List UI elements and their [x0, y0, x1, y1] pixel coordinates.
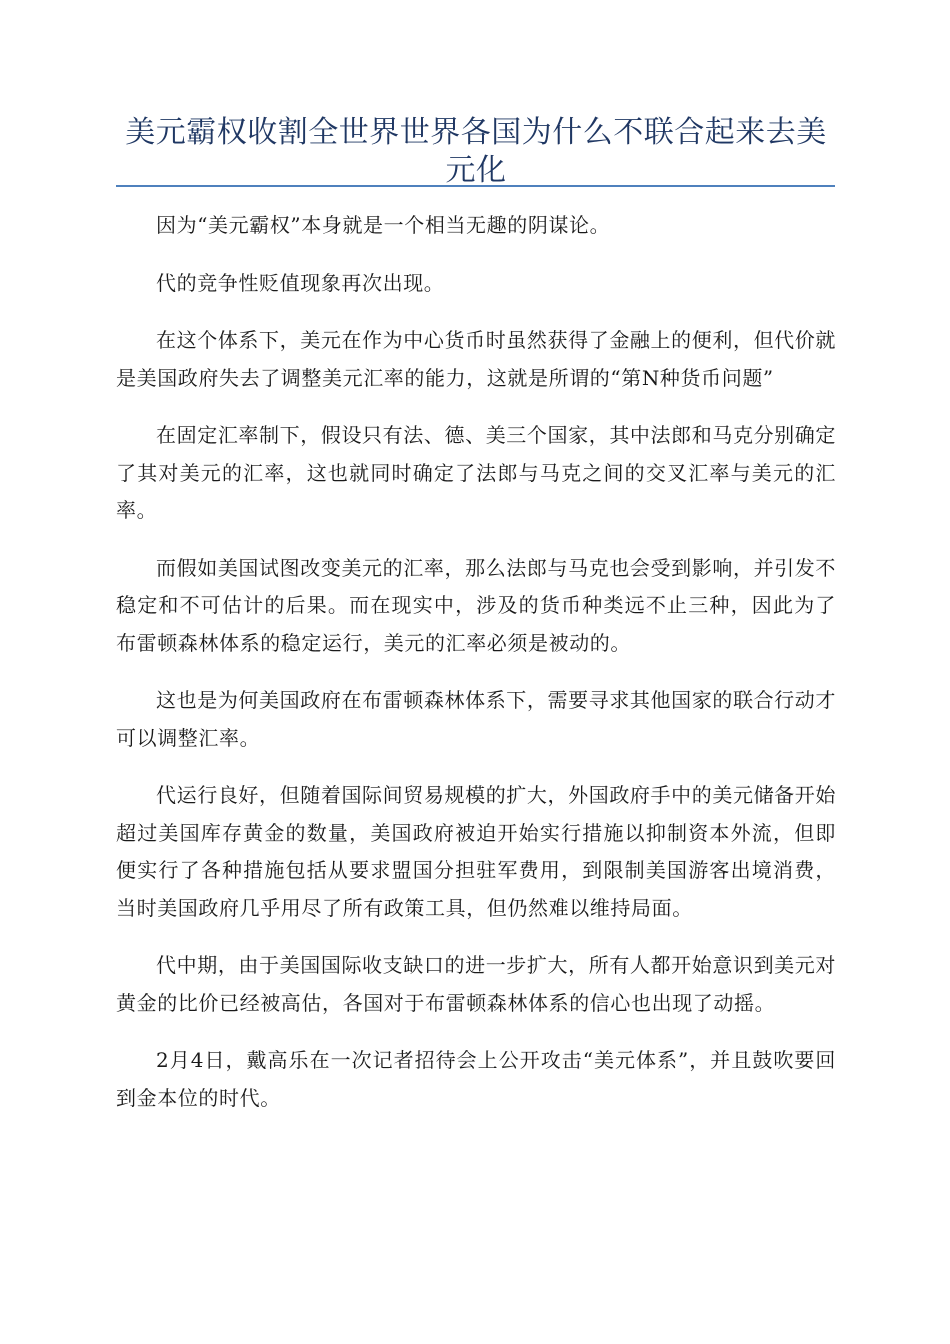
paragraph: 而假如美国试图改变美元的汇率，那么法郎与马克也会受到影响，并引发不稳定和不可估计的后果。而在现实中，涉及的货币种类远不止三种，因此为了布雷顿森林体系的稳定运行，美元的汇率必须是被动的。 [116, 555, 836, 655]
paragraph: 2月4日，戴高乐在一次记者招待会上公开攻击“美元体系”，并且鼓吹要回到金本位的时代。 [116, 1048, 836, 1110]
title-underline [116, 185, 835, 187]
document-body [116, 207, 836, 1137]
paragraph: 在这个体系下，美元在作为中心货币时虽然获得了金融上的便利，但代价就是美国政府失去了调整美元汇率的能力，这就是所谓的“第N种货币问题” [116, 328, 836, 390]
paragraph: 在固定汇率制下，假设只有法、德、美三个国家，其中法郎和马克分别确定了其对美元的汇率，这也就同时确定了法郎与马克之间的交叉汇率与美元的汇率。 [116, 423, 836, 522]
document-title: 美元霸权收割全世界世界各国为什么不联合起来去美元化 [125, 115, 827, 188]
paragraph: 代中期，由于美国国际收支缺口的进一步扩大，所有人都开始意识到美元对黄金的比价已经被高估，各国对于布雷顿森林体系的信心也出现了动摇。 [116, 953, 836, 1015]
paragraph: 代运行良好，但随着国际间贸易规模的扩大，外国政府手中的美元储备开始超过美国库存黄金的数量，美国政府被迫开始实行措施以抑制资本外流，但即便实行了各种措施包括从要求盟国分担驻军费用，到限制美国游客出境消费，当时美国政府几乎用尽了所有政策工具，但仍然难以维持局面。 [116, 783, 836, 920]
paragraph: 因为“美元霸权”本身就是一个相当无趣的阴谋论。 [156, 213, 611, 237]
paragraph: 代的竞争性贬值现象再次出现。 [156, 270, 445, 295]
paragraph: 这也是为何美国政府在布雷顿森林体系下，需要寻求其他国家的联合行动才可以调整汇率。 [116, 688, 836, 750]
